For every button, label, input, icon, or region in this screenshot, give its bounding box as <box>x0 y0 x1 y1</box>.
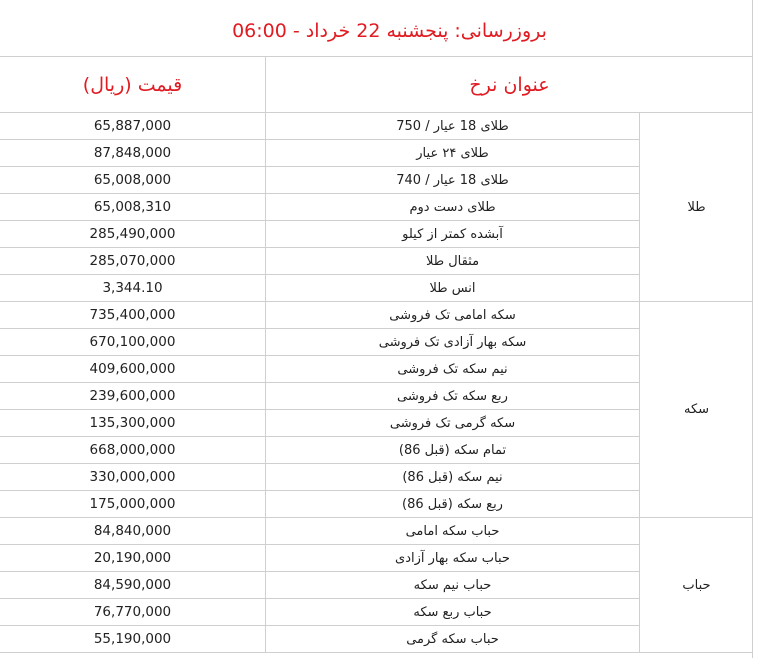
rate-name-cell: انس طلا <box>265 275 639 301</box>
category-cell: حباب <box>639 518 753 653</box>
rate-name-cell: تمام سکه (قبل 86) <box>265 437 639 463</box>
title-column-header <box>265 57 753 113</box>
table-row <box>0 464 639 491</box>
price-cell: 87,848,000 <box>93 145 172 161</box>
table-row <box>0 572 639 599</box>
table-row <box>0 491 639 518</box>
price-cell: 285,490,000 <box>89 226 176 242</box>
price-cell: 84,590,000 <box>93 577 172 593</box>
table-row <box>0 599 639 626</box>
table-row <box>0 437 639 464</box>
price-column-header <box>0 57 265 113</box>
rate-name-cell: حباب سکه گرمی <box>265 626 639 652</box>
price-cell: 84,840,000 <box>93 523 172 539</box>
table-row <box>0 545 639 572</box>
table-row <box>0 329 639 356</box>
table-row <box>0 356 639 383</box>
price-cell: 668,000,000 <box>89 442 176 458</box>
rate-name-cell: حباب سکه بهار آزادی <box>265 545 639 571</box>
category-cell: سکه <box>639 302 753 518</box>
rate-name-cell: مثقال طلا <box>265 248 639 274</box>
table-row <box>0 302 639 329</box>
price-cell: 65,008,310 <box>93 199 172 215</box>
table-row <box>0 410 639 437</box>
rate-name-cell: سکه امامی تک فروشی <box>265 302 639 328</box>
rate-name-cell: ربع سکه تک فروشی <box>265 383 639 409</box>
price-cell: 735,400,000 <box>89 307 176 323</box>
rate-name-cell: حباب سکه امامی <box>265 518 639 544</box>
rate-name-cell: سکه بهار آزادی تک فروشی <box>265 329 639 355</box>
rate-name-cell: نیم سکه (قبل 86) <box>265 464 639 490</box>
rate-name-cell: حباب نیم سکه <box>265 572 639 598</box>
table-row <box>0 626 639 653</box>
price-cell: 330,000,000 <box>89 469 176 485</box>
price-cell: 285,070,000 <box>89 253 176 269</box>
rate-name-cell: ربع سکه (قبل 86) <box>265 491 639 517</box>
table-row <box>0 113 639 140</box>
price-cell: 239,600,000 <box>89 388 176 404</box>
price-cell: 409,600,000 <box>89 361 176 377</box>
table-row <box>0 518 639 545</box>
rate-name-cell: طلای ۲۴ عیار <box>265 140 639 166</box>
table-row <box>0 383 639 410</box>
table-row <box>0 221 639 248</box>
price-cell: 175,000,000 <box>89 496 176 512</box>
category-cell: طلا <box>639 113 753 302</box>
title-column-label: عنوان نرخ <box>469 73 550 96</box>
table-row <box>0 140 639 167</box>
rate-name-cell: طلای 18 عیار / 750 <box>265 113 639 139</box>
table-row <box>0 248 639 275</box>
rate-name-cell: طلای 18 عیار / 740 <box>265 167 639 193</box>
rate-name-cell: آبشده کمتر از کیلو <box>265 221 639 247</box>
table-row <box>0 275 639 302</box>
table-row <box>0 167 639 194</box>
rate-name-cell: حباب ربع سکه <box>265 599 639 625</box>
price-cell: 20,190,000 <box>93 550 172 566</box>
price-cell: 65,008,000 <box>93 172 172 188</box>
table-header <box>0 0 753 57</box>
price-cell: 135,300,000 <box>89 415 176 431</box>
rate-name-cell: نیم سکه تک فروشی <box>265 356 639 382</box>
price-cell: 55,190,000 <box>93 631 172 647</box>
price-cell: 65,887,000 <box>93 118 172 134</box>
rate-name-cell: سکه گرمی تک فروشی <box>265 410 639 436</box>
table-row <box>0 194 639 221</box>
update-title: بروزرسانی: پنجشنبه 22 خرداد - 06:00 <box>232 20 547 42</box>
price-cell: 670,100,000 <box>89 334 176 350</box>
price-column-label: قیمت (ریال) <box>82 73 183 96</box>
price-cell: 3,344.10 <box>102 280 163 296</box>
rate-name-cell: طلای دست دوم <box>265 194 639 220</box>
price-cell: 76,770,000 <box>93 604 172 620</box>
